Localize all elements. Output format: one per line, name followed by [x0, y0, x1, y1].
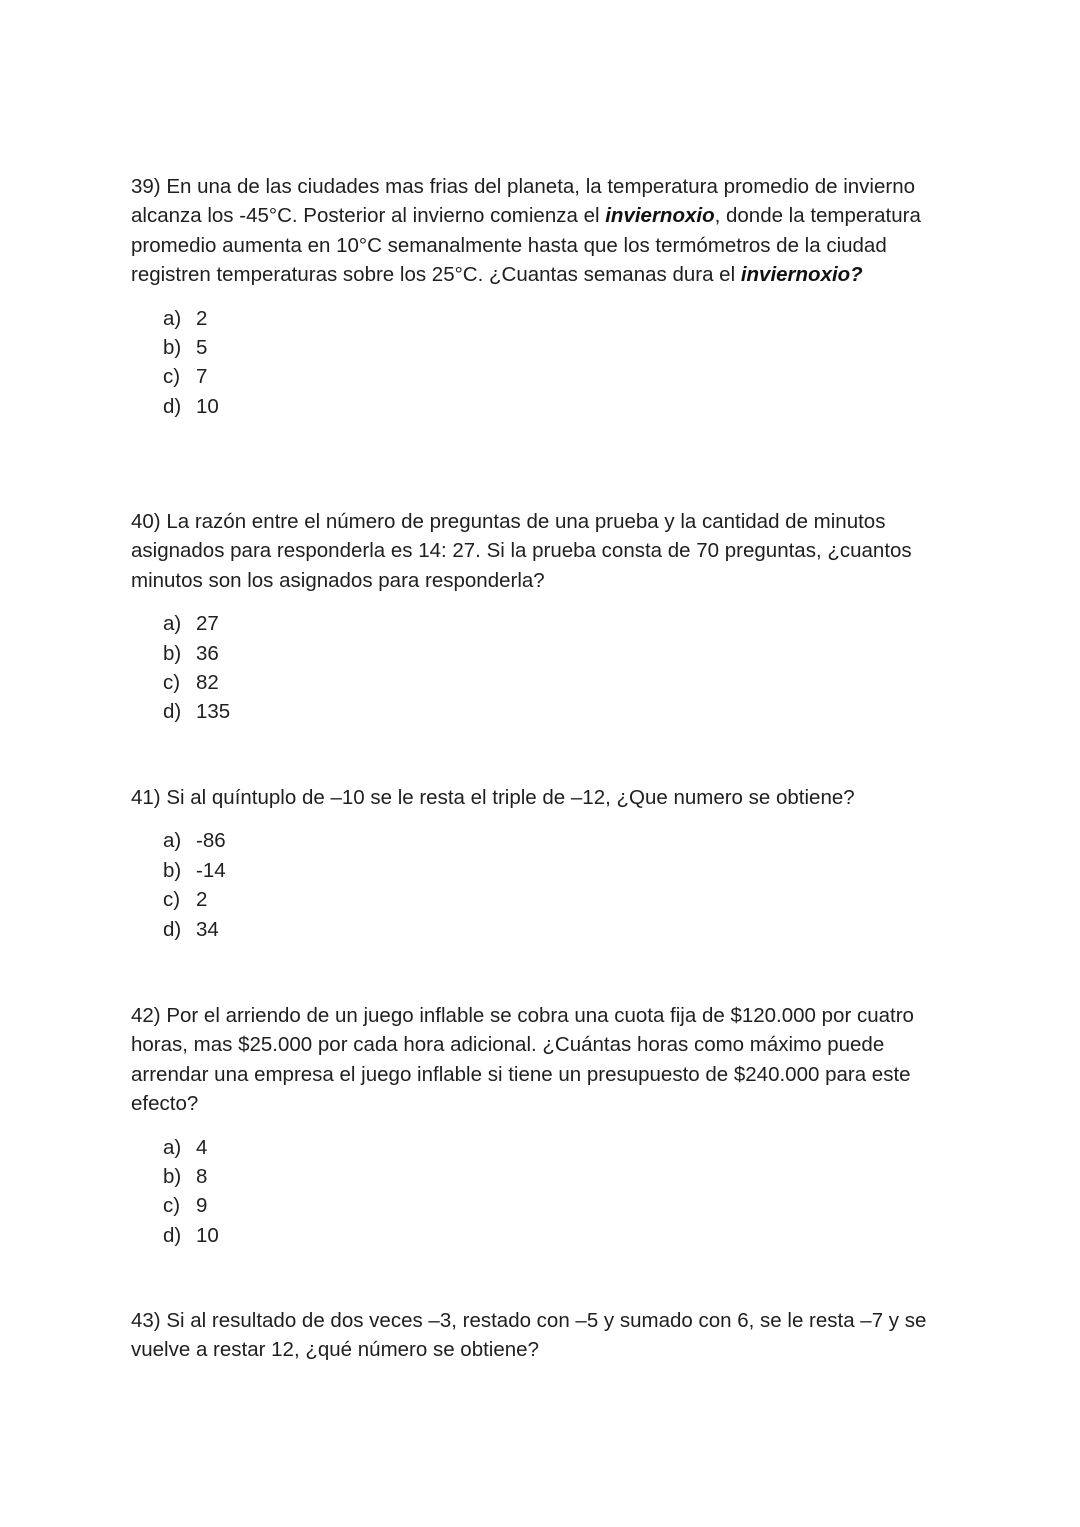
option-value: 10: [196, 394, 219, 418]
option-item: [163, 1162, 961, 1191]
question-39: [131, 172, 961, 421]
option-value: 34: [196, 917, 219, 941]
option-value: 10: [196, 1223, 219, 1247]
option-value: -14: [196, 858, 226, 882]
option-item: [163, 1221, 961, 1250]
question-39-text-part-1: 39) En una de las ciudades mas frias del planeta, la temperatura promedio de invierno alcanza los -45°C. Posterior al invierno comienza el: [131, 175, 916, 228]
option-value: 2: [196, 306, 208, 330]
question-42-text: 42) Por el arriendo de un juego inflable se cobra una cuota fija de $120.000 por cuatro horas, mas $25.000 por cada hora adicional. ¿Cuántas horas como máximo puede arrendar una empresa el juego inflable si tiene un presupuesto de $240.000 para este efecto?: [131, 1004, 914, 1116]
option-value: 8: [196, 1165, 208, 1189]
option-letter: c): [163, 365, 181, 389]
question-43: [131, 1306, 961, 1365]
option-value: 7: [196, 365, 208, 389]
option-item: [163, 362, 961, 391]
option-letter: d): [163, 917, 182, 941]
option-letter: c): [163, 671, 181, 695]
option-value: 2: [196, 888, 208, 912]
option-item: [163, 1133, 961, 1162]
option-item: [163, 668, 961, 697]
option-value: 36: [196, 641, 219, 665]
option-item: [163, 304, 961, 333]
option-value: 27: [196, 612, 219, 636]
question-41-text: 41) Si al quíntuplo de –10 se le resta el triple de –12, ¿Que numero se obtiene?: [131, 786, 855, 809]
option-letter: b): [163, 336, 182, 360]
question-42-options: [163, 1133, 961, 1251]
option-value: 4: [196, 1135, 208, 1159]
option-letter: a): [163, 1135, 182, 1159]
question-41-options: [163, 826, 961, 944]
option-letter: a): [163, 829, 182, 853]
option-item: [163, 856, 961, 885]
option-letter: d): [163, 700, 182, 724]
question-39-text-part-2: , donde la temperatura promedio aumenta en 10°C semanalmente hasta que los termómetros de la ciudad registren temperaturas sobre los 25°C. ¿Cuantas semanas dura el: [131, 204, 921, 287]
option-value: 5: [196, 336, 208, 360]
option-letter: a): [163, 612, 182, 636]
option-value: -86: [196, 829, 226, 853]
question-40: [131, 507, 961, 727]
option-letter: c): [163, 1194, 181, 1218]
question-39-text: [131, 172, 961, 290]
question-40-options: [163, 609, 961, 727]
option-letter: a): [163, 306, 182, 330]
option-letter: d): [163, 1223, 182, 1247]
option-item: [163, 333, 961, 362]
option-letter: b): [163, 1165, 182, 1189]
question-39-emphasis-1: inviernoxio: [605, 204, 715, 228]
question-41: [131, 783, 961, 944]
option-item: [163, 885, 961, 914]
option-item: [163, 1191, 961, 1220]
option-item: [163, 609, 961, 638]
question-42: [131, 1001, 961, 1250]
option-item: [163, 392, 961, 421]
option-letter: b): [163, 641, 182, 665]
option-value: 135: [196, 700, 231, 724]
option-item: [163, 915, 961, 944]
question-43-text: 43) Si al resultado de dos veces –3, restado con –5 y sumado con 6, se le resta –7 y se vuelve a restar 12, ¿qué número se obtiene?: [131, 1309, 927, 1362]
option-letter: b): [163, 858, 182, 882]
option-letter: d): [163, 394, 182, 418]
option-item: [163, 697, 961, 726]
option-letter: c): [163, 888, 181, 912]
question-39-emphasis-2: inviernoxio?: [740, 263, 863, 287]
option-item: [163, 639, 961, 668]
question-39-options: [163, 304, 961, 422]
option-value: 82: [196, 671, 219, 695]
option-item: [163, 826, 961, 855]
option-value: 9: [196, 1194, 208, 1218]
question-40-text: 40) La razón entre el número de preguntas de una prueba y la cantidad de minutos asignados para responderla es 14: 27. Si la prueba consta de 70 preguntas, ¿cuantos minutos son los asignados para responderla?: [131, 510, 912, 592]
